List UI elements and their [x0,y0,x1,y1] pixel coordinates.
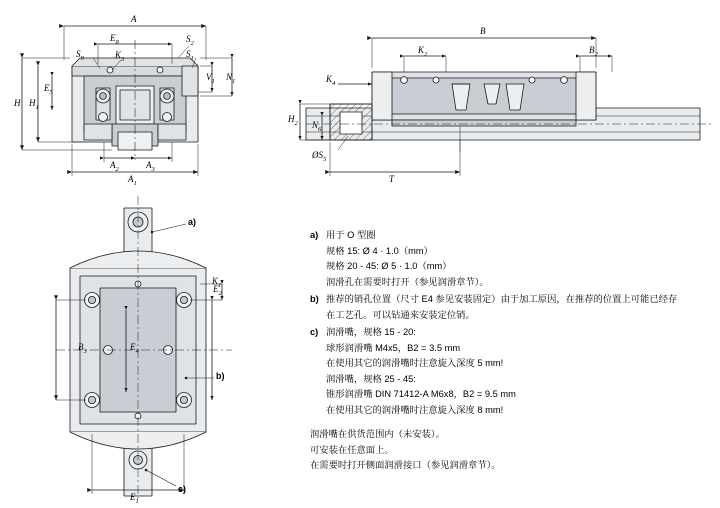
dim-label-T: T [389,174,395,184]
front-section-view [22,26,232,176]
dim-label-S9: $S_9$ [76,49,84,62]
dim-label-A: A [131,14,137,24]
dim-label-S2: $S_2$ [186,34,194,47]
note-a-line-4: 润滑孔在需要时打开（参见润滑章节）。 [326,276,489,287]
dim-label-E8: $E_8$ [110,33,119,46]
dim-label-B: B [480,26,486,36]
side-section-view [300,38,712,176]
notes-tail-line-3: 在需要时打开侧面润滑接口（参见润滑章节）。 [310,460,501,470]
dim-label-E5: $E_5$ [44,83,53,96]
dim-label-A1: $A_1$ [128,174,137,187]
note-b [310,292,710,323]
dim-label-S5: $ØS_5$ [312,150,327,163]
dim-label-N1: $N_1$ [226,72,236,85]
dim-label-E4: $E_4$ [130,342,139,355]
note-c-line-5: 锥形润滑嘴 DIN 71412-A M6x8，B2 = 9.5 mm [326,389,516,399]
note-b-key: b) [310,294,319,304]
dim-label-V1: $V_1$ [206,72,215,85]
note-c-body [326,325,710,418]
callout-b: b) [216,371,225,381]
note-a-body [326,228,710,290]
note-a-key: a) [310,230,319,240]
dim-label-S1: $S_1$ [186,49,194,62]
note-c-line-2: 球形润滑嘴 M4x5，B2 = 3.5 mm [326,342,461,353]
dim-label-E2: $E_2$ [213,284,222,297]
note-a-line-3: 规格 20 - 45: Ø 5 · 1.0（mm） [326,261,452,271]
notes-block [310,228,710,474]
callout-c: c) [178,484,187,494]
note-c-line-6: 在使用其它的润滑嘴时注意旋入深度 8 mm! [326,404,504,415]
notes-tail [310,427,710,474]
dim-label-H1: $H_1$ [29,98,39,111]
dim-label-N6: $N_6$ [312,120,322,133]
dim-label-K1: $K_1$ [212,276,222,289]
note-c-line-1: 润滑嘴，规格 15 - 20: [326,327,416,337]
note-c-line-3: 在使用其它的润滑嘴时注意旋入深度 5 mm! [326,358,504,368]
dim-label-K2: $K_2$ [418,45,428,58]
notes-tail-line-1: 润滑嘴在供货范围内（未安装）。 [310,429,445,439]
callout-a: a) [188,217,197,227]
dim-label-K3: $K_3$ [115,50,125,63]
dim-label-H: H [14,98,21,108]
dim-label-B3: $B_3$ [78,342,87,355]
dim-label-H2: $H_2$ [288,114,298,127]
note-b-line-1: 推荐的销孔位置（尺寸 E4 参见安装固定）由于加工原因，在推荐的位置上可能已经存 [326,294,678,304]
note-c-line-4: 润滑嘴，规格 25 - 45: [326,373,416,384]
notes-tail-line-2: 可安装在任意面上。 [310,444,394,455]
dim-label-E1: $E_1$ [130,492,139,505]
dim-label-A2: $A_2$ [110,160,119,173]
note-b-body [326,292,710,323]
dim-label-K4: $K_4$ [326,74,336,87]
dim-label-B2: $B_2$ [589,45,598,58]
note-c-key: c) [310,327,319,337]
note-b-line-2: 在工艺孔。可以钻通来安装定位销。 [326,309,475,320]
note-a-line-1: 用于 O 型圈 [326,230,376,240]
dim-label-A3: $A_3$ [146,160,155,173]
note-a [310,228,710,290]
note-c [310,325,710,418]
note-a-line-2: 规格 15: Ø 4 · 1.0（mm） [326,245,433,256]
